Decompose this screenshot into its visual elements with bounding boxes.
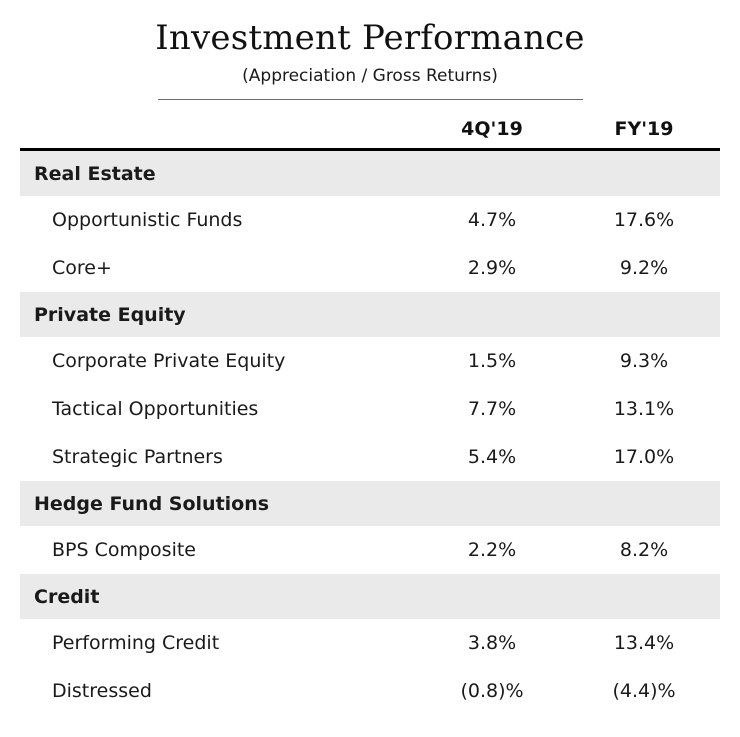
- table-row-group: [20, 292, 720, 337]
- table-row: [20, 667, 720, 715]
- row-value-fy: 13.1%: [613, 398, 675, 420]
- table-header: [20, 118, 720, 150]
- row-value-quarter: 7.7%: [467, 398, 517, 420]
- row-value-quarter: 1.5%: [467, 350, 517, 372]
- page-title: Investment Performance: [155, 18, 585, 58]
- row-value-fy: [568, 150, 720, 197]
- row-value-quarter: 3.8%: [467, 632, 517, 654]
- row-label: Distressed: [52, 680, 152, 702]
- row-value-quarter: [416, 574, 568, 619]
- row-value-quarter: 5.4%: [467, 446, 517, 468]
- row-value-fy: 9.2%: [619, 257, 669, 279]
- row-value-quarter: 2.9%: [467, 257, 517, 279]
- row-label: Core+: [52, 257, 112, 279]
- table-row-group: [20, 150, 720, 197]
- performance-table: [20, 118, 720, 715]
- row-label: Private Equity: [20, 292, 416, 337]
- row-value-quarter: [416, 481, 568, 526]
- row-label: Credit: [20, 574, 416, 619]
- row-label: BPS Composite: [52, 539, 196, 561]
- page-subtitle: (Appreciation / Gross Returns): [242, 66, 498, 86]
- title-divider: [158, 99, 583, 100]
- row-value-fy: [568, 574, 720, 619]
- row-label: Strategic Partners: [52, 446, 223, 468]
- row-value-fy: 17.6%: [613, 209, 675, 231]
- column-header-quarter: 4Q'19: [416, 118, 568, 150]
- table-body: [20, 150, 720, 716]
- table-row: [20, 433, 720, 481]
- table-row: [20, 619, 720, 667]
- table-row: [20, 337, 720, 385]
- row-value-quarter: [416, 292, 568, 337]
- column-header-fiscal-year: FY'19: [568, 118, 720, 150]
- row-value-fy: 13.4%: [613, 632, 675, 654]
- table-row: [20, 196, 720, 244]
- row-value-quarter: 4.7%: [467, 209, 517, 231]
- table-row: [20, 385, 720, 433]
- row-label: Corporate Private Equity: [52, 350, 286, 372]
- row-value-fy: 9.3%: [619, 350, 669, 372]
- row-label: Tactical Opportunities: [52, 398, 259, 420]
- row-value-fy: (4.4)%: [612, 680, 676, 702]
- table-row-group: [20, 481, 720, 526]
- row-label: Hedge Fund Solutions: [20, 481, 416, 526]
- table-row-group: [20, 574, 720, 619]
- row-label: Performing Credit: [52, 632, 220, 654]
- row-value-quarter: [416, 150, 568, 197]
- row-label: Opportunistic Funds: [52, 209, 243, 231]
- table-row: [20, 526, 720, 574]
- row-value-quarter: (0.8)%: [460, 680, 524, 702]
- row-value-fy: 8.2%: [619, 539, 669, 561]
- row-value-fy: [568, 292, 720, 337]
- performance-slide: [0, 18, 740, 737]
- row-value-fy: [568, 481, 720, 526]
- column-header-category: [20, 118, 416, 150]
- row-value-quarter: 2.2%: [467, 539, 517, 561]
- row-label: Real Estate: [20, 150, 416, 197]
- table-row: [20, 244, 720, 292]
- row-value-fy: 17.0%: [613, 446, 675, 468]
